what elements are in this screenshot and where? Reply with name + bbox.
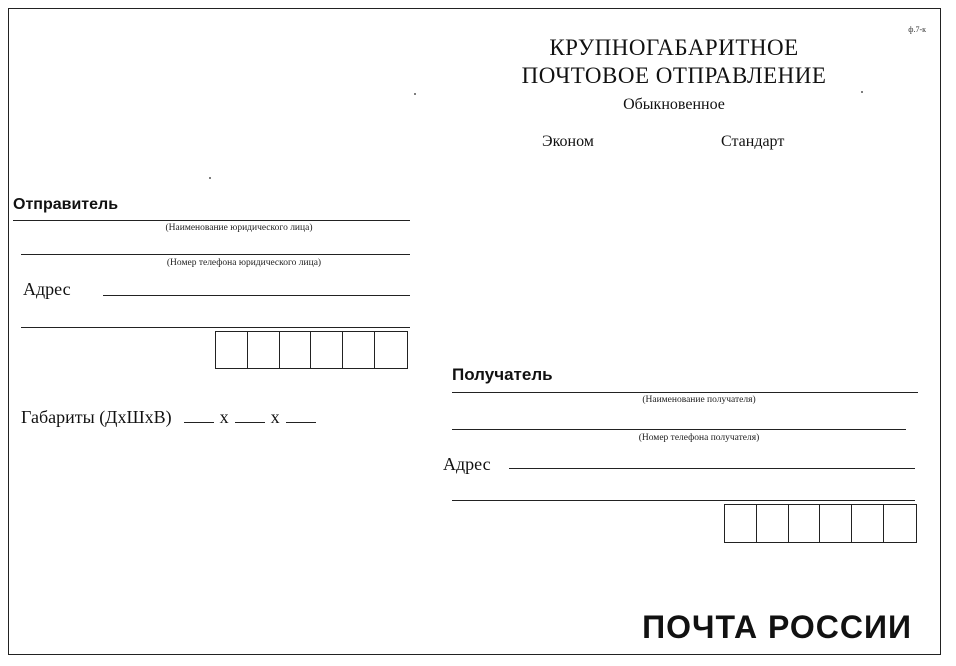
sender-name-line[interactable] (13, 220, 410, 221)
dimensions-separator-2: х (270, 407, 280, 427)
sender-address-line[interactable] (103, 295, 410, 296)
sender-index-cell[interactable] (343, 332, 375, 368)
recipient-name-line[interactable] (452, 392, 918, 393)
sender-phone-hint: (Номер телефона юридического лица) (166, 258, 322, 268)
form-title-line1: КРУПНОГАБАРИТНОЕ (549, 35, 799, 60)
sender-index-cell[interactable] (248, 332, 280, 368)
dimension-length-field[interactable] (184, 421, 214, 423)
recipient-index-boxes[interactable] (724, 504, 917, 543)
recipient-index-cell[interactable] (725, 505, 757, 542)
recipient-address-line[interactable] (509, 468, 915, 469)
dimensions-row (21, 407, 322, 428)
recipient-phone-line[interactable] (452, 429, 906, 430)
parcel-form (8, 8, 941, 655)
sender-index-cell[interactable] (216, 332, 248, 368)
dimension-width-field[interactable] (235, 421, 265, 423)
scan-speck (209, 177, 211, 179)
recipient-address-line-2[interactable] (452, 500, 915, 501)
recipient-index-cell[interactable] (884, 505, 916, 542)
form-code: ф.7-к (908, 25, 926, 34)
dimensions-separator-1: х (219, 407, 229, 427)
recipient-index-cell[interactable] (820, 505, 852, 542)
sender-phone-line[interactable] (21, 254, 410, 255)
recipient-index-cell[interactable] (789, 505, 821, 542)
dimensions-label: Габариты (ДхШхВ) (21, 407, 172, 427)
recipient-index-cell[interactable] (757, 505, 789, 542)
option-standard: Стандарт (721, 133, 785, 150)
recipient-label: Получатель (452, 365, 553, 384)
sender-name-hint: (Наименование юридического лица) (165, 223, 313, 233)
recipient-index-cell[interactable] (852, 505, 884, 542)
form-subtitle: Обыкновенное (623, 96, 725, 113)
sender-address-label: Адрес (23, 279, 71, 299)
recipient-phone-hint: (Номер телефона получателя) (638, 433, 760, 443)
sender-index-cell[interactable] (375, 332, 407, 368)
scan-speck (861, 91, 863, 93)
dimension-height-field[interactable] (286, 421, 316, 423)
recipient-address-label: Адрес (443, 454, 491, 474)
pochta-rossii-logo: ПОЧТА РОССИИ (642, 609, 912, 645)
scan-speck (414, 93, 416, 95)
option-econom: Эконом (542, 133, 594, 150)
sender-label: Отправитель (13, 196, 119, 213)
sender-address-line-2[interactable] (21, 327, 410, 328)
sender-index-cell[interactable] (311, 332, 343, 368)
recipient-name-hint: (Наименование получателя) (642, 395, 756, 405)
sender-index-cell[interactable] (280, 332, 312, 368)
sender-index-boxes[interactable] (215, 331, 408, 369)
form-title-line2: ПОЧТОВОЕ ОТПРАВЛЕНИЕ (521, 63, 827, 88)
